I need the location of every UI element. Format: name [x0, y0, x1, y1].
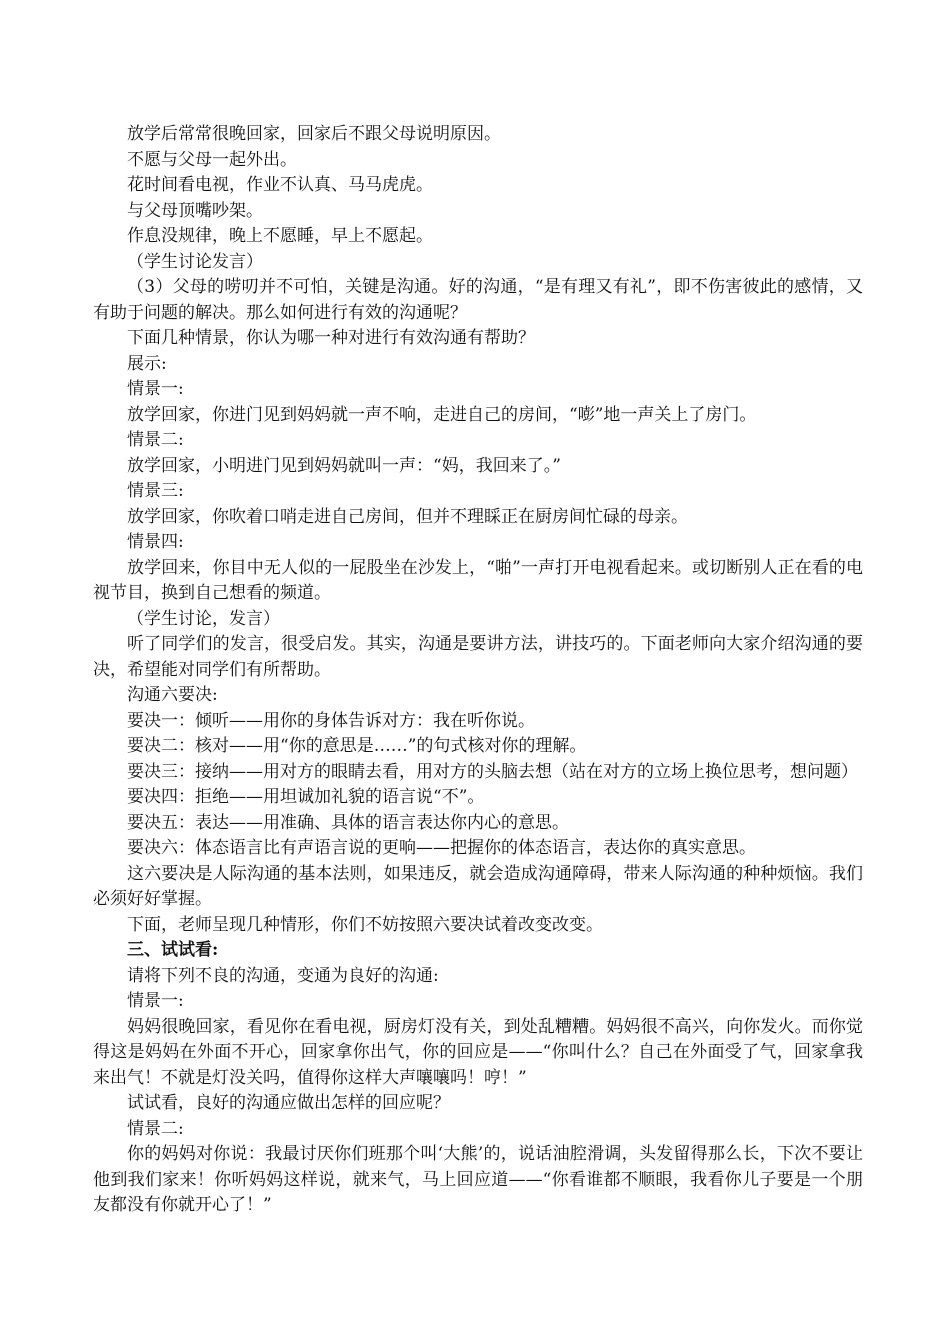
paragraph: 沟通六要决: [127, 685, 218, 705]
tip-item: 要决三：接纳——用对方的眼睛去看，用对方的头脑去想（站在对方的立场上换位思考，想问题） [127, 761, 858, 782]
scenario-heading: 情景一: [127, 991, 184, 1011]
scenario-heading: 情景四: [127, 532, 184, 552]
scenario-heading: 情景一: [127, 379, 184, 399]
paragraph: （3）父母的唠叨并不可怕，关键是沟通。好的沟通，“是有理又有礼”，即不伤害彼此的感情，又有助于问题的解决。那么如何进行有效的沟通呢？ [93, 277, 863, 323]
section-heading: 三、试试看: [127, 940, 219, 960]
paragraph: 下面几种情景，你认为哪一种对进行有效沟通有帮助？ [127, 328, 535, 348]
paragraph: 展示: [127, 353, 167, 374]
paragraph: 你的妈妈对你说：我最讨厌你们班那个叫‘大熊’的，说话油腔滑调，头发留得那么长，下次不要让他到我们家来！你听妈妈这样说，就来气，马上回应道——“你看谁都不顺眼，我看你儿子要是一个朋友都没有你就开心了！” [93, 1144, 863, 1215]
paragraph: 下面，老师呈现几种情形，你们不妨按照六要决试着改变改变。 [127, 914, 603, 935]
scenario-heading: 情景二: [127, 1118, 184, 1139]
paragraph: 听了同学们的发言，很受启发。其实，沟通是要讲方法，讲技巧的。下面老师向大家介绍沟通的要决，希望能对同学们有所帮助。 [93, 634, 863, 680]
document-body [93, 122, 863, 1219]
tip-item: 要决六：体态语言比有声语言说的更响——把握你的体态语言，表达你的真实意思。 [127, 838, 756, 858]
paragraph: （学生讨论，发言） [127, 608, 280, 629]
paragraph: 放学回家，你吹着口哨走进自己房间，但并不理睬正在厨房间忙碌的母亲。 [127, 506, 688, 527]
paragraph: 花时间看电视，作业不认真、马马虎虎。 [127, 175, 433, 195]
paragraph: 作息没规律，晚上不愿睡，早上不愿起。 [127, 226, 433, 246]
scenario-heading: 情景三: [127, 481, 184, 501]
paragraph: 放学回来，你目中无人似的一屁股坐在沙发上，“啪”一声打开电视看起来。或切断别人正在看的电视节目，换到自己想看的频道。 [93, 557, 863, 603]
paragraph: 放学回家，小明进门见到妈妈就叫一声：“妈，我回来了。” [127, 455, 561, 476]
paragraph: 试试看，良好的沟通应做出怎样的回应呢？ [127, 1093, 450, 1113]
paragraph: 这六要决是人际沟通的基本法则，如果违反，就会造成沟通障碍，带来人际沟通的种种烦恼。我们必须好好掌握。 [93, 863, 863, 909]
paragraph: （学生讨论发言） [127, 251, 263, 272]
tip-item: 要决一：倾听——用你的身体告诉对方：我在听你说。 [127, 710, 535, 731]
paragraph: 不愿与父母一起外出。 [127, 149, 297, 170]
paragraph: 与父母顶嘴吵架。 [127, 200, 263, 221]
paragraph: 放学回家，你进门见到妈妈就一声不响，走进自己的房间，“嘭”地一声关上了房门。 [127, 404, 757, 425]
paragraph: 请将下列不良的沟通，变通为良好的沟通: [127, 965, 439, 986]
scenario-heading: 情景二: [127, 430, 184, 450]
tip-item: 要决五：表达——用准确、具体的语言表达你内心的意思。 [127, 812, 569, 833]
tip-item: 要决二：核对——用“你的意思是……”的句式核对你的理解。 [127, 736, 587, 756]
paragraph: 妈妈很晚回家，看见你在看电视，厨房灯没有关，到处乱糟糟。妈妈很不高兴，向你发火。而你觉得这是妈妈在外面不开心，回家拿你出气，你的回应是——“你叫什么？自己在外面受了气，回家拿我来出气！不就是灯没关吗，值得你这样大声嚷嚷吗！哼！” [93, 1016, 863, 1088]
paragraph: 放学后常常很晚回家，回家后不跟父母说明原因。 [127, 124, 501, 144]
tip-item: 要决四：拒绝——用坦诚加礼貌的语言说“不”。 [127, 787, 485, 807]
